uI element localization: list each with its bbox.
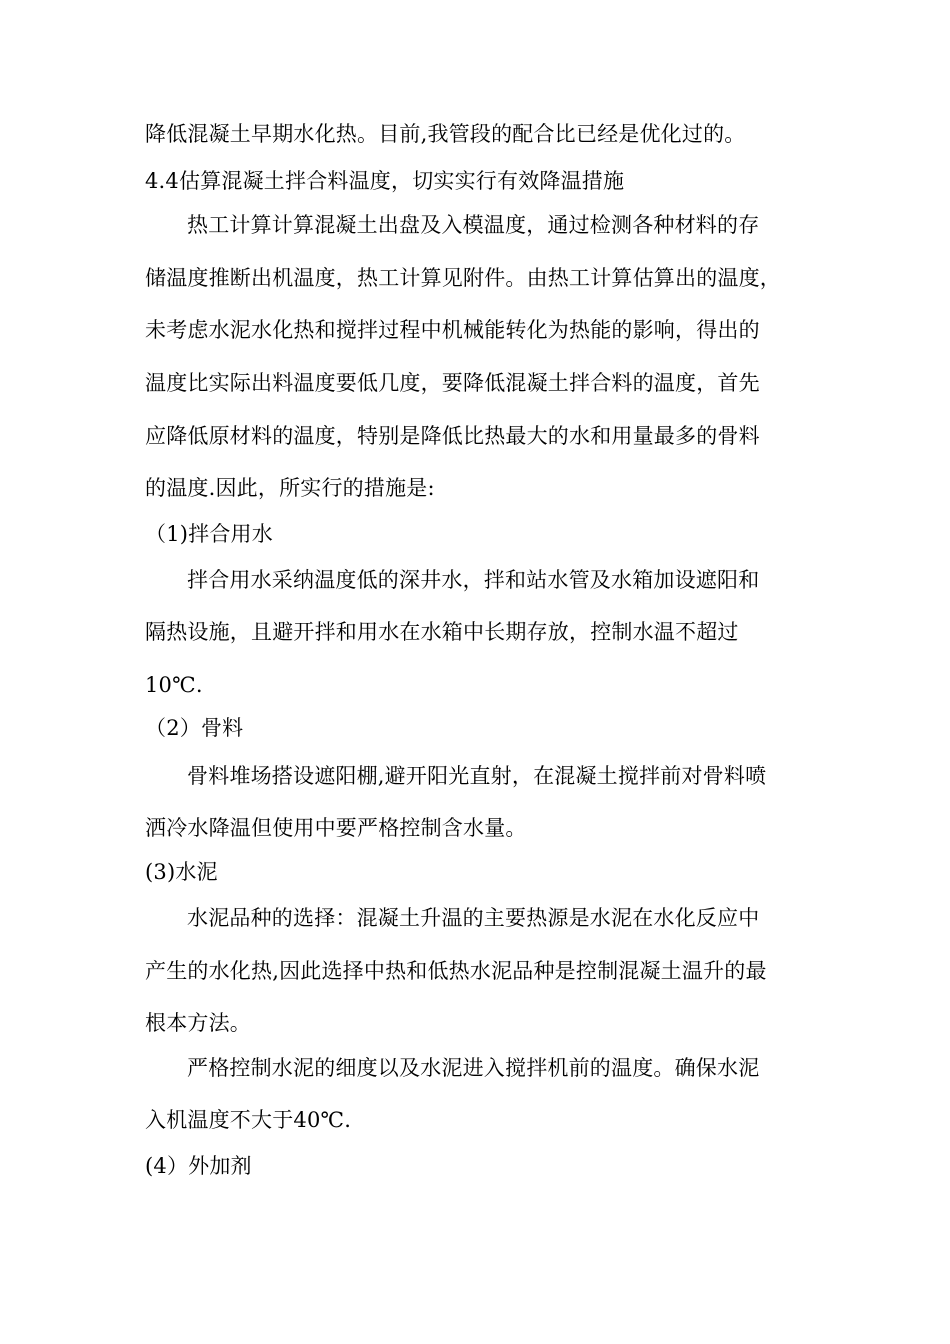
text-line: 根本方法。 <box>145 1011 251 1035</box>
text-line: 拌合用水采纳温度低的深井水，拌和站水管及水箱加设遮阳和 <box>187 568 760 592</box>
text-line: 10℃. <box>145 673 203 697</box>
subsection-heading: （2）骨料 <box>145 716 244 740</box>
text-line: 热工计算计算混凝土出盘及入模温度，通过检测各种材料的存 <box>187 213 760 237</box>
subsection-heading: （1)拌合用水 <box>145 522 273 546</box>
subsection-heading: (3)水泥 <box>145 860 218 884</box>
section-heading: 4.4估算混凝土拌合料温度，切实实行有效降温措施 <box>145 169 625 193</box>
text-line: 入机温度不大于40℃. <box>145 1108 352 1132</box>
text-line: 的温度.因此，所实行的措施是: <box>145 476 435 500</box>
text-line: 降低混凝土早期水化热。目前,我管段的配合比已经是优化过的。 <box>145 122 746 146</box>
text-line: 产生的水化热,因此选择中热和低热水泥品种是控制混凝土温升的最 <box>145 959 767 983</box>
text-line: 骨料堆场搭设遮阳棚,避开阳光直射，在混凝土搅拌前对骨料喷 <box>187 764 767 788</box>
text-line: 隔热设施，且避开拌和用水在水箱中长期存放，控制水温不超过 <box>145 620 739 644</box>
text-line: 储温度推断出机温度，热工计算见附件。由热工计算估算出的温度， <box>145 266 781 290</box>
text-line: 水泥品种的选择：混凝土升温的主要热源是水泥在水化反应中 <box>187 906 760 930</box>
subsection-heading: (4）外加剂 <box>145 1154 252 1178</box>
text-line: 未考虑水泥水化热和搅拌过程中机械能转化为热能的影响，得出的 <box>145 318 760 342</box>
text-line: 温度比实际出料温度要低几度，要降低混凝土拌合料的温度，首先 <box>145 371 760 395</box>
text-line: 洒冷水降温但使用中要严格控制含水量。 <box>145 816 527 840</box>
text-line: 应降低原材料的温度，特别是降低比热最大的水和用量最多的骨料 <box>145 424 760 448</box>
text-line: 严格控制水泥的细度以及水泥进入搅拌机前的温度。确保水泥 <box>187 1056 760 1080</box>
